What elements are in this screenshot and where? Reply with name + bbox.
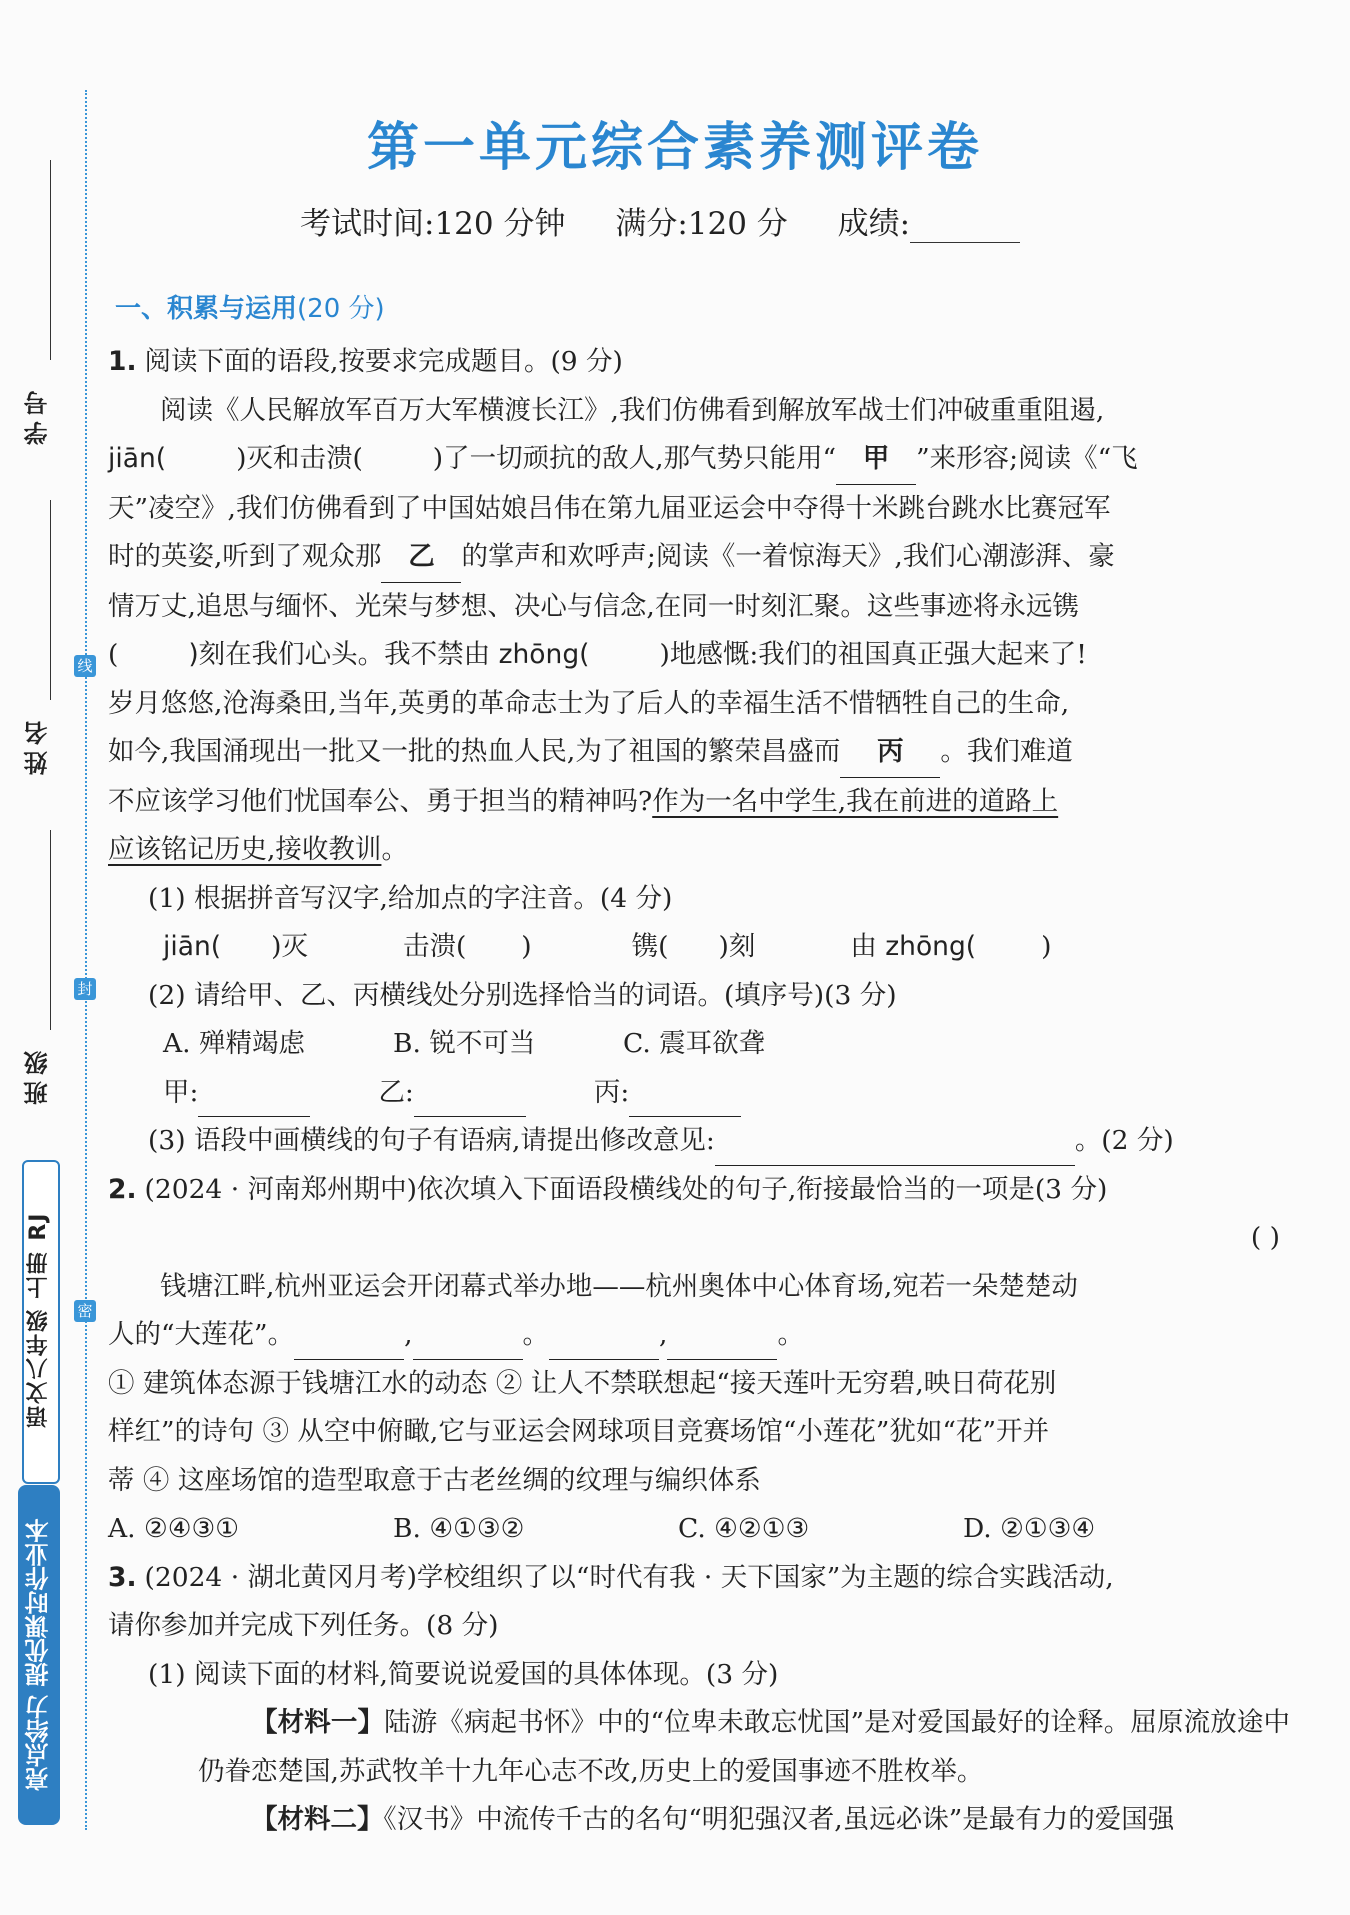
bind-mark-mi: 密	[74, 1300, 96, 1322]
question-2	[108, 1166, 1290, 1215]
option-d[interactable]: D. ②①③④	[963, 1513, 1096, 1544]
bind-mark-xian: 线	[74, 655, 96, 677]
option-c[interactable]: C. 震耳欲聋	[623, 1028, 766, 1059]
score-field[interactable]	[910, 216, 1020, 243]
pinyin-zhong: )刻在我们心头。我不禁由 zhōng(	[188, 639, 590, 670]
passage-line: 天”凌空》,我们仿佛看到了中国姑娘吕伟在第九届亚运会中夺得十米跳台跳水比赛冠军	[108, 492, 1111, 524]
passage-text: 不应该学习他们忧国奉公、勇于担当的精神吗?	[108, 785, 653, 817]
blank-yi[interactable]: 乙	[381, 533, 461, 583]
fill-row	[108, 1069, 1290, 1118]
name-label: 姓名	[23, 715, 52, 775]
option-a[interactable]: A. ②④③①	[108, 1513, 240, 1544]
name-line[interactable]	[50, 500, 51, 700]
passage-text: 如今,我国涌现出一批又一批的热血人民,为了祖国的繁荣昌盛而	[108, 736, 841, 767]
passage-text: 。	[381, 834, 408, 865]
material-label: 【材料一】	[251, 1707, 385, 1738]
choice-line: 样红”的诗句 ③ 从空中俯瞰,它与亚运会网球项目竞赛场馆“小莲花”犹如“花”开并	[108, 1416, 1050, 1447]
fill-label-bing: 丙:	[593, 1076, 630, 1108]
blank-bing[interactable]: 丙	[840, 728, 940, 778]
q2-options	[108, 1505, 1290, 1554]
subquestion-3: (3) 语段中画横线的句子有语病,请提出修改意见:	[148, 1125, 715, 1156]
blank-2[interactable]	[413, 1333, 523, 1360]
question-stem: (2024 · 河南郑州期中)依次填入下面语段横线处的句子,衔接最恰当的一项是(3 分)	[144, 1173, 1108, 1205]
fill-bing[interactable]	[629, 1090, 741, 1117]
question-number: 2.	[108, 1173, 137, 1205]
passage-text: 。我们难道	[940, 736, 1073, 767]
answer-paren[interactable]: ( )	[1250, 1222, 1280, 1253]
option-b[interactable]: B. 锐不可当	[393, 1028, 536, 1059]
blank-4[interactable]	[667, 1333, 777, 1360]
option-c[interactable]: C. ④②①③	[678, 1513, 810, 1544]
option-b[interactable]: B. ④①③②	[393, 1513, 525, 1544]
passage-text: )灭和击溃(	[236, 443, 363, 474]
blank-1[interactable]	[294, 1333, 404, 1360]
passage-text: 时的英姿,听到了观众那	[108, 541, 382, 572]
material-1	[198, 1699, 1290, 1796]
class-label: 班级	[23, 1045, 52, 1105]
underlined-sentence: 作为一名中学生,我在前进的道路上	[652, 785, 1059, 817]
section-points: (20 分)	[297, 294, 385, 324]
fill-label-jia: 甲:	[163, 1076, 199, 1108]
pinyin-blanks	[108, 923, 1290, 972]
item-text: )灭	[271, 931, 308, 962]
section-title: 一、积累与运用	[115, 294, 298, 324]
score-label: 成绩:	[837, 206, 911, 242]
passage-line: 阅读《人民解放军百万大军横渡长江》,我们仿佛看到解放军战士们冲破重重阻遏,	[160, 394, 1105, 426]
brand-banner: 亮点给力 提优课时作业本	[18, 1485, 60, 1825]
item-text: )	[1041, 931, 1052, 962]
options-row	[108, 1020, 1290, 1069]
question-number: 1.	[108, 346, 137, 377]
passage-line: 情万丈,追思与缅怀、光荣与梦想、决心与信念,在同一时刻汇聚。这些事迹将永远镌	[108, 590, 1079, 622]
choice-line: 蒂 ④ 这座场馆的造型取意于古老丝绸的纹理与编织体系	[108, 1464, 761, 1496]
subquestion-2: (2) 请给甲、乙、丙横线处分别选择恰当的词语。(填序号)(3 分)	[148, 979, 897, 1011]
material-2	[198, 1796, 1290, 1845]
passage-text: )地感慨:我们的祖国真正强大起来了!	[659, 639, 1087, 670]
passage-line: 钱塘江畔,杭州亚运会开闭幕式举办地——杭州奥体中心体育场,宛若一朵楚楚动	[160, 1270, 1078, 1302]
fill-label-yi: 乙:	[378, 1076, 414, 1108]
question-number: 3.	[108, 1561, 137, 1593]
full-score: 满分:120 分	[615, 206, 788, 242]
item-text: )刻	[718, 931, 756, 962]
fill-yi[interactable]	[414, 1090, 526, 1117]
exam-time: 考试时间:120 分钟	[300, 206, 566, 242]
question-stem-cont: 请你参加并完成下列任务。(8 分)	[108, 1610, 499, 1641]
page-title: 第一单元综合素养测评卷	[366, 118, 983, 178]
item-text: 镌(	[631, 931, 669, 962]
blank-3[interactable]	[549, 1333, 659, 1360]
passage-text: 的掌声和欢呼声;阅读《一着惊海天》,我们心潮澎湃、豪	[461, 541, 1115, 572]
revision-field[interactable]	[715, 1139, 1075, 1166]
subquestion-3-points: 。(2 分)	[1074, 1125, 1174, 1156]
material-text: 陆游《病起书怀》中的“位卑未敢忘忧国”是对爱国最好的诠释。屈原流放途中仍眷恋楚国,苏武牧羊十九年心志不改,历史上的爱国事迹不胜枚举。	[198, 1707, 1290, 1787]
student-id-line[interactable]	[50, 160, 51, 360]
student-id-label: 学号	[23, 385, 52, 445]
item-text: 击溃(	[402, 931, 467, 962]
passage-text: (	[108, 639, 119, 670]
section-heading	[115, 288, 385, 325]
blank-jia[interactable]: 甲	[836, 435, 916, 485]
class-line[interactable]	[50, 830, 51, 1030]
material-text: 《汉书》中流传千古的名句“明犯强汉者,虽远必诛”是最有力的爱国强	[383, 1804, 1175, 1835]
passage-line: 岁月悠悠,沧海桑田,当年,英勇的革命志士为了后人的幸福生活不惜牺牲自己的生命,	[108, 687, 1070, 719]
item-text: 由 zhōng(	[850, 931, 977, 962]
subquestion-1: (1) 阅读下面的材料,简要说说爱国的具体体现。(3 分)	[148, 1658, 779, 1690]
material-label: 【材料二】	[251, 1804, 384, 1835]
spine-text: 语文八年级 上册 RJ	[26, 1211, 51, 1429]
exam-info	[300, 198, 1020, 243]
option-a[interactable]: A. 殚精竭虑	[163, 1028, 305, 1059]
passage-1	[108, 387, 1290, 875]
fill-jia[interactable]	[198, 1090, 310, 1117]
choice-line: ① 建筑体态源于钱塘江水的动态 ② 让人不禁联想起“接天莲叶无穷碧,映日荷花别	[108, 1367, 1057, 1399]
bind-mark-feng: 封	[74, 978, 96, 1000]
passage-text: ”来形容;阅读《“飞	[916, 443, 1138, 474]
underlined-sentence: 应该铭记历史,接收教训	[108, 834, 382, 865]
passage-text: 人的“大莲花”。	[108, 1319, 295, 1350]
question-1	[108, 338, 1290, 387]
item-text: jiān(	[163, 931, 222, 962]
question-3	[108, 1554, 1290, 1603]
exam-content: 1. 阅读下面的语段,按要求完成题目。(9 分) 阅读《人民解放军百万大军横渡长江》,我们仿佛看到解放军战士们冲破重重阻遏, jiān( )灭和击溃( )了一切顽抗的敌人,那气势只能用“ 甲 ”来形容;阅读《“飞 天”凌空》,我们仿佛看到了中国姑娘吕伟在第九届亚运会中夺得十米跳台跳水比赛冠军 时的英姿,听到了观众那 乙 的掌声和欢呼声;阅读《一着惊海天》,我们心潮澎湃、豪 情万丈,追思与缅怀、光荣与梦想、决心与信念,在同一时刻汇聚。这些事迹将永远镌 ( )刻在我们心头。我不禁由 zhōng( )地感慨:我们的祖国真正强大起来了! 岁月悠悠,沧海桑田,当年,英勇的革命志士为了后人的幸福生活不惜牺牲自己的生命, 如今,我国涌现出一批又一批的热血人民,为了祖国的繁荣昌盛而 丙 。我们难道 不应该学习他们忧国奉公、勇于担当的精神吗?作为一名中学生,我在前进的道路上 应该铭记历史,接收教训。 (1) 根据拼音写汉字,给加点的字注音。(4 分) jiān( )灭 击溃( ) 镌( )刻 由 zhōng( ) (2) 请给甲、乙、丙横线处分别选择恰当的词语。(填序号)(3 分) A. 殚精竭虑 B. 锐不可当 C. 震耳欲聋 甲: 乙: 丙: (3) 语段中画横线的句子有语病,请提出修改意见: 。(2 分) 2. (2024 · 河南郑州期中)依次填入下面语段横线处的句子,衔接最恰当的一项是(3 分) ( ) 钱塘江畔,杭州亚运会开闭幕式举办地——杭州奥体中心体育场,宛若一朵楚楚动 人的“大莲花”。 , 。 , 。 ① 建筑体态源于钱塘江水的动态 ② 让人不禁联想起“接天莲叶无穷碧,映日荷花别 样红”的诗句 ③ 从空中俯瞰,它与亚运会网球项目竞赛场馆“小莲花”犹如“花”开并 蒂 ④ 这座场馆的造型取意于古老丝绸的纹理与编织体系 A. ②④③① B. ④①③② C. ④②①③ D. ②①③④ 3. (2024 · 湖北黄冈月考)学校组织了以“时代有我 · 天下国家”为主题的综合实践活动, 请你参加并完成下列任务。(8 分) (1) 阅读下面的材料,简要说说爱国的具体体现。(3 分) 【材料一】陆游《病起书怀》中的“位卑未敢忘忧国”是对爱国最好的诠释。屈原流放途中仍眷恋楚国,苏武牧羊十九年心志不改,历史上的爱国事迹不胜枚举。 【材料二】《汉书》中流传千古的名句“明犯强汉者,虽远必诛”是最有力的爱国强	[108, 338, 1290, 1845]
passage-text: )了一切顽抗的敌人,那气势只能用“	[432, 443, 837, 474]
question-stem: (2024 · 湖北黄冈月考)学校组织了以“时代有我 · 天下国家”为主题的综合实践活动,	[144, 1561, 1114, 1593]
pinyin-jian: jiān(	[108, 443, 167, 474]
binding-dotted-line	[85, 90, 87, 1830]
subquestion-1: (1) 根据拼音写汉字,给加点的字注音。(4 分)	[148, 882, 673, 914]
item-text: )	[521, 931, 532, 962]
question-stem: 阅读下面的语段,按要求完成题目。(9 分)	[144, 346, 623, 377]
